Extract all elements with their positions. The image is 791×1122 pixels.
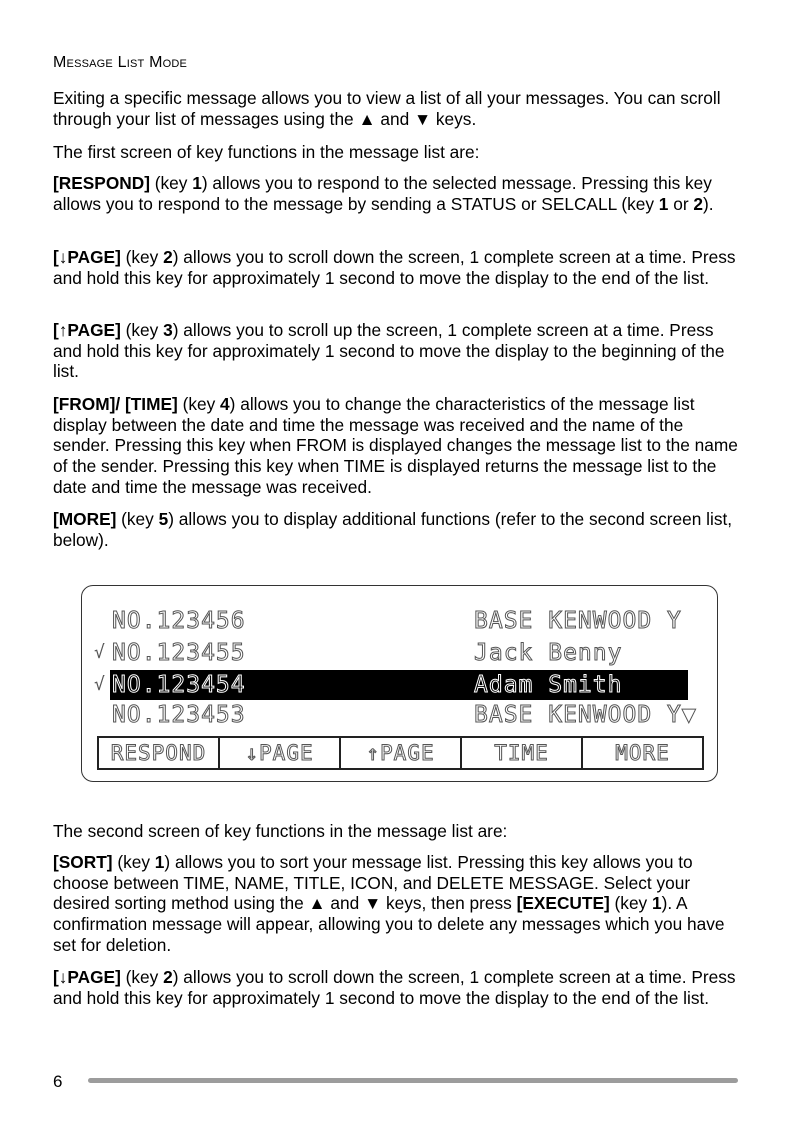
page-up-key-description bbox=[53, 320, 743, 382]
text: (key bbox=[116, 509, 159, 529]
selected-message-row bbox=[82, 670, 717, 700]
message-list-row bbox=[82, 638, 717, 668]
key-number: 3 bbox=[163, 320, 173, 340]
more-key-description bbox=[53, 509, 743, 550]
text: (key bbox=[120, 967, 164, 987]
text: (key bbox=[120, 247, 164, 267]
softkey-page-up: ↑PAGE bbox=[341, 738, 462, 768]
page-down-key-description-2 bbox=[53, 967, 743, 1008]
text: ) allows you to scroll down the screen, 1 complete screen at a time. Press and hold this key for approximately 1 second to move the display to the end of the list. bbox=[53, 247, 736, 288]
intro-paragraph-2: The first screen of key functions in the message list are: bbox=[53, 142, 480, 162]
lcd-display bbox=[81, 585, 718, 782]
text: ) allows you to scroll up the screen, 1 complete screen at a time. Press and hold this key for approximately 1 second to move the display to the beginning of the list. bbox=[53, 320, 725, 382]
key-label: [↓PAGE] bbox=[53, 967, 121, 987]
sender-name: BASE KENWOOD Y bbox=[474, 608, 682, 634]
page-number: 6 bbox=[53, 1072, 63, 1091]
text: ). bbox=[703, 193, 714, 214]
text: (key bbox=[149, 173, 193, 193]
text: ) allows you to scroll down the screen, 1 complete screen at a time. Press and hold this key for approximately 1 second to move the display to the end of the list. bbox=[53, 967, 736, 1008]
section-heading: Message List Mode bbox=[53, 54, 188, 71]
softkey-respond: RESPOND bbox=[99, 738, 220, 768]
text: (key bbox=[177, 394, 221, 414]
key-label: [SORT] bbox=[53, 852, 113, 872]
key-number: 1 bbox=[192, 173, 202, 193]
text: (key bbox=[609, 893, 652, 914]
footer-rule bbox=[88, 1078, 738, 1083]
text: (key bbox=[120, 320, 164, 340]
text: ) allows you to respond to the selected message. Pressing this key allows you to respond to the message by sending a STATUS or SELCALL (key bbox=[53, 173, 712, 214]
message-list-row bbox=[82, 700, 717, 730]
message-number: NO.123453 bbox=[112, 702, 246, 728]
message-list-row bbox=[82, 606, 717, 636]
key-label: [EXECUTE] bbox=[516, 893, 610, 914]
key-number: 5 bbox=[158, 509, 169, 529]
from-time-key-description bbox=[53, 394, 743, 498]
message-number: NO.123455 bbox=[112, 640, 246, 666]
read-check-icon: √ bbox=[94, 642, 106, 663]
sender-name: BASE KENWOOD Y▼ bbox=[474, 702, 697, 728]
softkey-page-down: ↓PAGE bbox=[220, 738, 341, 768]
text: ). A confirmation message will appear, allowing you to delete any messages which you have set for deletion. bbox=[53, 893, 725, 955]
message-number: NO.123454 bbox=[112, 672, 246, 698]
key-number: 4 bbox=[220, 394, 230, 414]
page-down-key-description bbox=[53, 247, 743, 288]
text: ) allows you to display additional functions (refer to the second screen list, below). bbox=[53, 509, 733, 550]
sender-name: Adam Smith bbox=[474, 672, 623, 698]
text: ) allows you to change the characteristics of the message list display between the date and time the message was received and the name of the sender. Pressing this key when FROM is displayed changes the message list to the name of the sender. Pressing this key when TIME is displayed returns the message list to the date and time the message was received. bbox=[53, 394, 738, 497]
softkey-time: TIME bbox=[462, 738, 583, 768]
sort-key-description bbox=[53, 852, 743, 956]
key-label: [FROM]/ [TIME] bbox=[53, 394, 178, 414]
text: (key bbox=[112, 852, 155, 872]
respond-key-description bbox=[53, 173, 743, 214]
key-label: [RESPOND] bbox=[53, 173, 150, 193]
key-label: [↓PAGE] bbox=[53, 247, 121, 267]
key-number: 1 bbox=[658, 193, 669, 214]
softkey-bar bbox=[97, 736, 704, 770]
key-number: 2 bbox=[693, 193, 704, 214]
intro-paragraph-1: Exiting a specific message allows you to view a list of all your messages. You can scroll through your list of messages using the ▲ and ▼ keys. bbox=[53, 88, 721, 129]
key-number: 1 bbox=[154, 852, 165, 872]
key-number: 1 bbox=[652, 893, 662, 914]
softkey-more: MORE bbox=[615, 741, 670, 765]
sender-name: Jack Benny bbox=[474, 640, 623, 666]
read-check-icon: √ bbox=[94, 674, 106, 695]
key-number: 2 bbox=[163, 967, 173, 987]
second-screen-intro: The second screen of key functions in the message list are: bbox=[53, 821, 508, 841]
key-number: 2 bbox=[163, 247, 173, 267]
text: or bbox=[668, 193, 694, 214]
message-number: NO.123456 bbox=[112, 608, 246, 634]
key-label: [MORE] bbox=[53, 509, 117, 529]
key-label: [↑PAGE] bbox=[53, 320, 121, 340]
text: ) allows you to sort your message list. Pressing this key allows you to choose between TIME, NAME, TITLE, ICON, and DELETE MESSAGE. Select your desired sorting method using the ▲ and ▼ keys, then press bbox=[53, 852, 693, 914]
